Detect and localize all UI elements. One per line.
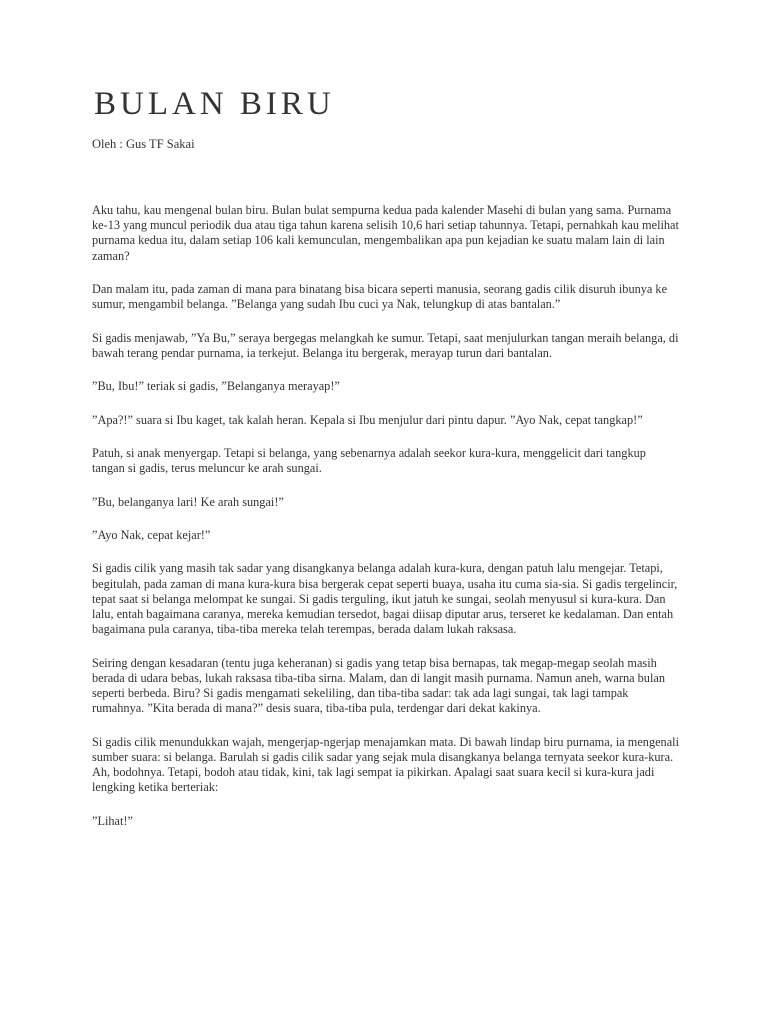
paragraph: ”Bu, Ibu!” teriak si gadis, ”Belanganya merayap!” bbox=[92, 379, 340, 394]
paragraph: Dan malam itu, pada zaman di mana para binatang bisa bicara seperti manusia, seorang gadis cilik disuruh ibunya ke sumur, mengambil belanga. ”Belanga yang sudah Ibu cuci ya Nak, telungkup di atas bantalan.” bbox=[92, 282, 668, 312]
paragraph: Si gadis cilik menundukkan wajah, mengerjap-ngerjap menajamkan mata. Di bawah lindap biru purnama, ia mengenali sumber suara: si belanga. Barulah si gadis cilik sadar yang sejak mula disangkanya belanga ternyata seekor kura-kura. Ah, bodohnya. Tetapi, bodoh atau tidak, kini, tak lagi sempat ia pikirkan. Apalagi saat suara kecil si kura-kura jadi lengking ketika berteriak: bbox=[92, 734, 679, 795]
document-author: Oleh : Gus TF Sakai bbox=[92, 137, 195, 151]
document-title: BULAN BIRU bbox=[94, 86, 335, 122]
paragraph: Si gadis cilik yang masih tak sadar yang disangkanya belanga adalah kura-kura, dengan patuh lalu mengejar. Tetapi, begitulah, pada zaman di mana kura-kura bisa bergerak cepat seperti buaya, usaha itu cuma sia-sia. Si gadis tergelincir, tepat saat si belanga melompat ke sungai. Si gadis terguling, ikut jatuh ke sungai, seolah menyusul si kura-kura. Dan lalu, entah bagaimana caranya, mereka kemudian tersedot, bagai diisap diputar arus, terseret ke kedalaman. Dan entah bagaimana pula caranya, tiba-tiba mereka telah terempas, berada dalam lukah raksasa. bbox=[92, 561, 678, 637]
paragraph: Si gadis menjawab, ”Ya Bu,” seraya bergegas melangkah ke sumur. Tetapi, saat menjulurkan tangan meraih belanga, di bawah terang pendar purnama, ia terkejut. Belanga itu bergerak, merayap turun dari bantalan. bbox=[92, 330, 679, 360]
paragraph: ”Ayo Nak, cepat kejar!” bbox=[92, 527, 211, 542]
paragraph: ”Apa?!” suara si Ibu kaget, tak kalah heran. Kepala si Ibu menjulur dari pintu dapur. ”Ayo Nak, cepat tangkap!” bbox=[92, 412, 643, 427]
paragraph: Aku tahu, kau mengenal bulan biru. Bulan bulat sempurna kedua pada kalender Masehi di bulan yang sama. Purnama ke-13 yang muncul periodik dua atau tiga tahun karena selisih 10,6 hari setiap tahunnya. Tetapi, pernahkah kau melihat purnama kedua itu, dalam setiap 106 kali kemunculan, mengembalikan apa pun kejadian ke suatu malam lain di lain zaman? bbox=[92, 203, 679, 263]
paragraph: ”Bu, belanganya lari! Ke arah sungai!” bbox=[92, 494, 284, 509]
paragraph: Seiring dengan kesadaran (tentu juga keheranan) si gadis yang tetap bisa bernapas, tak megap-megap seolah masih berada di udara bebas, lukah raksasa tiba-tiba sirna. Malam, dan di langit masih purnama. Namun aneh, warna bulan seperti berbeda. Biru? Si gadis mengamati sekeliling, dan tiba-tiba sadar: tak ada lagi sungai, tak lagi tampak rumahnya. ”Kita berada di mana?” desis suara, tiba-tiba pula, terdengar dari dekat kakinya. bbox=[92, 655, 665, 716]
paragraph: Patuh, si anak menyergap. Tetapi si belanga, yang sebenarnya adalah seekor kura-kura, menggelicit dari tangkup tangan si gadis, terus meluncur ke arah sungai. bbox=[92, 445, 646, 476]
paragraph: ”Lihat!” bbox=[92, 813, 133, 828]
document-body bbox=[92, 203, 680, 847]
